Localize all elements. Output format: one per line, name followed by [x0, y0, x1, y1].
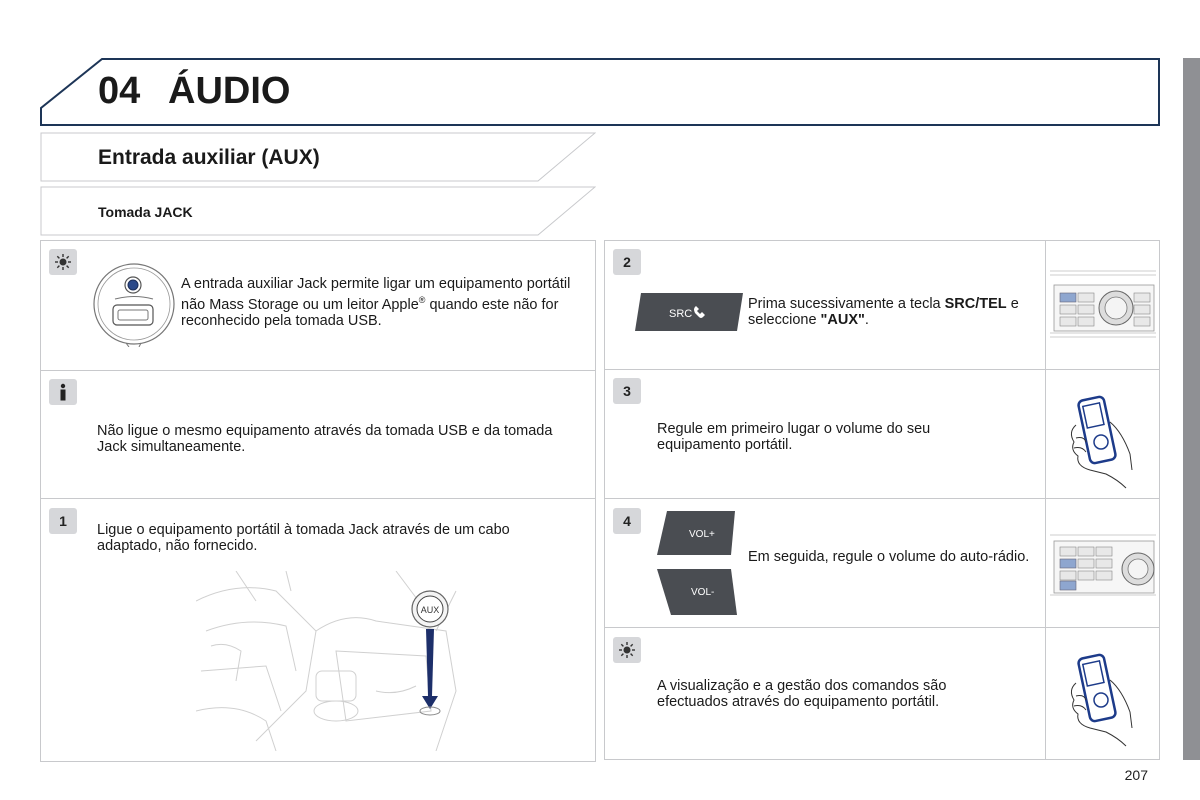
volume-down-label: VOL- [691, 587, 715, 598]
volume-up-label: VOL+ [689, 529, 715, 540]
radio-panel-image-box [1045, 241, 1160, 369]
section-title: Entrada auxiliar (AUX) [98, 146, 320, 169]
step-1-badge: 1 [49, 508, 77, 534]
divider [41, 498, 595, 499]
section-header [40, 132, 596, 182]
info-icon [56, 383, 70, 401]
step-2-badge: 2 [613, 249, 641, 275]
jack-socket-icon [91, 261, 177, 347]
step-2-selection: "AUX" [820, 312, 865, 328]
step-4-badge: 4 [613, 508, 641, 534]
car-console-illustration [196, 571, 461, 751]
divider [41, 370, 595, 371]
portable-player-icon [1046, 370, 1160, 498]
right-column-panel [604, 240, 1160, 760]
aux-description [181, 276, 576, 329]
step-2-text-a: Prima sucessivamente a tecla [748, 296, 945, 312]
aux-socket-label: AUX [420, 605, 440, 615]
subsection-header [40, 186, 596, 236]
tip-badge [613, 637, 641, 663]
chapter-number: 04 [98, 70, 141, 112]
registered-mark: ® [418, 295, 426, 305]
left-column-panel [40, 240, 596, 762]
volume-keys [657, 511, 739, 617]
radio-volume-illustration [1046, 499, 1160, 627]
radio-panel-illustration [1046, 241, 1160, 369]
radio-volume-image-box [1045, 499, 1160, 627]
step-2-text-b: e seleccione [748, 296, 1019, 328]
step-2-key-name: SRC/TEL [944, 296, 1007, 312]
right-tip-text: A visualização e a gestão dos comandos são efectuados através do equipamento portátil. [657, 678, 947, 710]
chapter-title: ÁUDIO [168, 70, 291, 112]
chapter-header [40, 58, 1160, 126]
aux-description-text: A entrada auxiliar Jack permite ligar um equipamento portátil não Mass Storage ou um leitor Apple [181, 276, 571, 313]
tip-badge [49, 249, 77, 275]
aux-description-text-end: quando este não for reconhecido pela tomada USB. [181, 296, 559, 329]
info-badge [49, 379, 77, 405]
chapter-side-tab [1183, 58, 1200, 760]
step-2-text-c: . [864, 312, 869, 328]
lightbulb-icon [618, 641, 636, 659]
step-3-text: Regule em primeiro lugar o volume do seu equipamento portátil. [657, 421, 931, 453]
portable-device-image-box [1045, 370, 1160, 498]
step-3-badge: 3 [613, 378, 641, 404]
src-key-label: SRC [669, 308, 693, 320]
info-text: Não ligue o mesmo equipamento através da tomada USB e da tomada Jack simultaneamente. [97, 423, 553, 455]
step-4-text: Em seguida, regule o volume do auto-rádio. [748, 549, 1030, 565]
src-tel-key[interactable] [635, 293, 745, 331]
step-2-text [748, 296, 1043, 328]
step-1-text: Ligue o equipamento portátil à tomada Jack através de um cabo adaptado, não fornecido. [97, 522, 510, 554]
subsection-title: Tomada JACK [98, 204, 193, 220]
portable-device-image-box [1045, 628, 1160, 759]
page-number: 207 [1124, 767, 1148, 783]
portable-player-icon [1046, 628, 1160, 759]
lightbulb-icon [54, 253, 72, 271]
